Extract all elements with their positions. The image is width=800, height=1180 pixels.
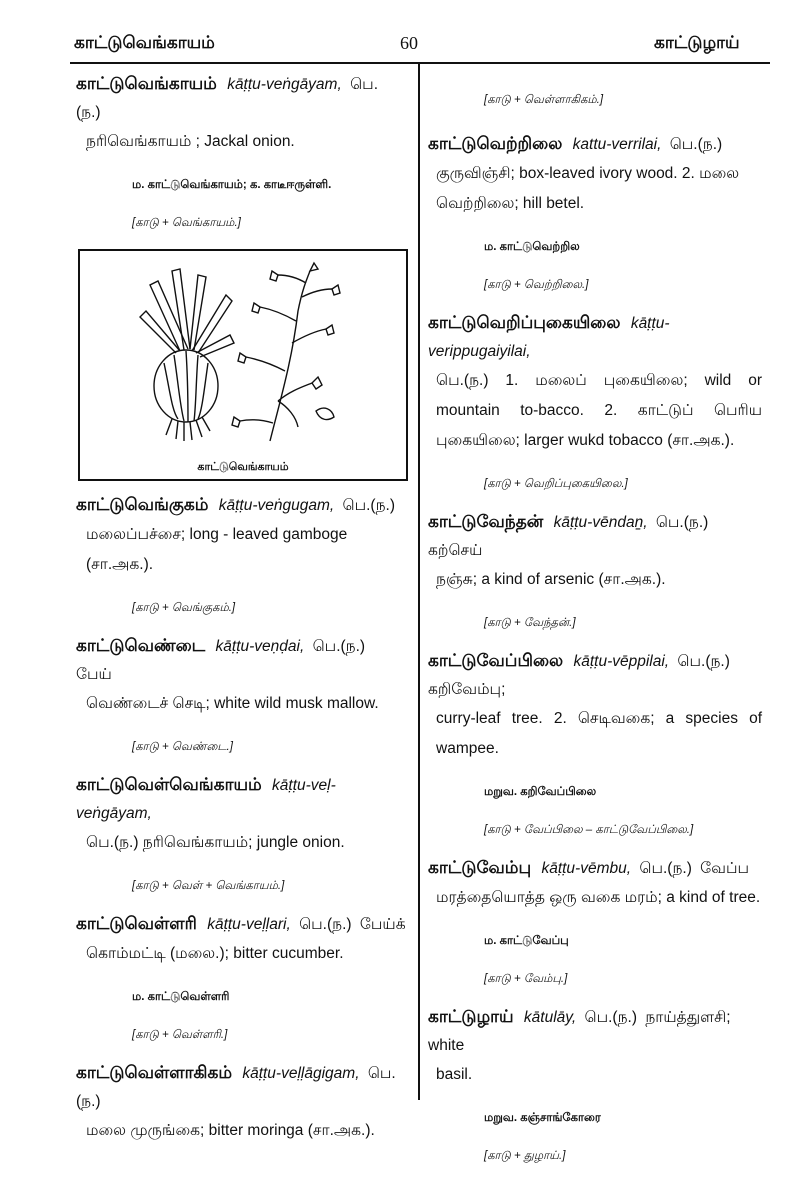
entry-transliteration: kāṭṭu-veṅgāyam, [227, 76, 342, 93]
header-right-word: காட்டுழாய் [654, 33, 740, 52]
entry-transliteration: kāṭṭu-veḷ-veṅgāyam, [76, 777, 336, 822]
page-number: 60 [400, 33, 418, 53]
entry-headword: காட்டுவெண்டை [76, 636, 206, 655]
header-rule [70, 62, 770, 64]
entry-kattu-vellagigam [76, 1059, 408, 1146]
entry-transliteration: kāṭṭu-vēppilai, [573, 653, 670, 670]
entry-transliteration: kattu-verrilai, [572, 136, 662, 153]
entry-transliteration: kāṭṭu-veṇḍai, [215, 638, 305, 655]
entry-definition: மரத்தையொத்த ஒரு வகை மரம்; a kind of tree. [436, 889, 761, 906]
entry-pos: பெ.(ந.) [677, 653, 730, 670]
entry-headword: காட்டுவெள்ளாகிகம் [76, 1063, 233, 1082]
entry-headword: காட்டுவெள்வெங்காயம் [76, 775, 262, 794]
entry-pos: பெ.(ந.) [584, 1009, 637, 1026]
entry-pos: பெ.(ந.) [669, 136, 723, 153]
entry-kattu-vengayam [76, 70, 408, 233]
entry-definition-start: நாய்த்துளசி; white [428, 1009, 731, 1054]
entry-etymology: [காடு + வெள் + வெங்காயம்.] [132, 880, 285, 892]
left-column [76, 70, 408, 1160]
entry-definition: curry-leaf tree. 2. செடிவகை; a species of wampee. [436, 710, 762, 757]
entry-headword: காட்டுவேந்தன் [428, 512, 544, 531]
entry-cognates: ம. காட்டுவெங்காயம்; க. காடீஈருள்ளி. [132, 179, 332, 191]
entry-definition: வெண்டைச் செடி; white wild musk mallow. [86, 695, 379, 712]
entry-headword: காட்டுவெள்ளரி [76, 914, 197, 933]
entry-definition-start: பேய்க் [359, 916, 406, 933]
wild-onion-illustration [80, 251, 406, 479]
entry-definition: பெ.(ந.) 1. மலைப் புகையிலை; wild or mountain to-bacco. 2. காட்டுப் பெரிய புகையிலை; larger wukd tobacco (சா.அக.). [436, 372, 762, 449]
entry-pos: பெ.(ந.) [639, 860, 692, 877]
entry-transliteration: kātulāy, [523, 1009, 577, 1026]
entry-definition: நரிவெங்காயம் ; Jackal onion. [86, 133, 295, 150]
entry-kattu-verrilai [428, 130, 762, 295]
entry-definition: basil. [436, 1066, 473, 1083]
entry-etymology: [காடு + வெங்காயம்.] [132, 217, 241, 229]
entry-pos: பெ.(ந.) [342, 497, 395, 514]
entry-kattu-vellari [76, 910, 408, 1045]
entry-etymology: [காடு + துழாய்.] [484, 1150, 566, 1162]
entry-etymology: [காடு + வேம்பு.] [484, 973, 568, 985]
entry-transliteration: kāṭṭu-verippugaiyilai, [428, 315, 670, 360]
entry-transliteration: kāṭṭu-veḷḷāgigam, [242, 1065, 360, 1082]
right-column [428, 70, 762, 1180]
entry-definition: குருவிஞ்சி; box-leaved ivory wood. 2. மலை வெற்றிலை; hill betel. [436, 165, 740, 212]
page-header [0, 0, 800, 62]
entry-kattu-vendai [76, 632, 408, 757]
entry-pos: பெ.(ந.) [312, 638, 366, 655]
entry-etymology: [காடு + வெற்றிலை.] [484, 279, 589, 291]
entry-etymology: [காடு + வேப்பிலை – காட்டுவேப்பிலை.] [484, 824, 694, 836]
entry-kattu-vendan [428, 508, 762, 633]
entry-definition: நஞ்சு; a kind of arsenic (சா.அக.). [436, 571, 666, 588]
entry-etymology-continued: [காடு + வெள்ளாகிகம்.] [484, 94, 604, 106]
entry-etymology: [காடு + வெண்டை.] [132, 741, 233, 753]
entry-definition-start: கற்செய் [428, 542, 483, 559]
entry-definition-start: வேப்ப [700, 860, 750, 877]
entry-synonym: மறுவ. கறிவேப்பிலை [484, 786, 597, 798]
entry-definition-start: கறிவேம்பு; [428, 681, 506, 698]
entry-pos: பெ. (ந.) [76, 76, 378, 121]
header-left-word: காட்டுவெங்காயம் [74, 33, 215, 52]
entry-headword: காட்டுவெங்குகம் [76, 495, 209, 514]
entry-headword: காட்டுழாய் [428, 1007, 514, 1026]
entry-transliteration: kāṭṭu-veḷḷari, [207, 916, 291, 933]
entry-kattu-vel-vengayam [76, 771, 408, 896]
entry-headword: காட்டுவெங்காயம் [76, 74, 217, 93]
entry-cognates: ம. காட்டுவெள்ளரி [132, 991, 230, 1003]
figure-caption: காட்டுவெங்காயம் [197, 461, 289, 473]
entry-headword: காட்டுவேம்பு [428, 858, 532, 877]
entry-kattu-vembu [428, 854, 762, 989]
column-divider [418, 64, 420, 1100]
entry-pos: பெ.(ந.) [76, 1065, 396, 1110]
entry-headword: காட்டுவேப்பிலை [428, 651, 564, 670]
entry-pos: பெ.(ந.) [655, 514, 709, 531]
entry-transliteration: kāṭṭu-veṅgugam, [218, 497, 335, 514]
entry-definition: மலை முருங்கை; bitter moringa (சா.அக.). [86, 1122, 375, 1139]
entry-headword: காட்டுவெற்றிலை [428, 134, 563, 153]
entry-transliteration: kāṭṭu-vēmbu, [541, 860, 632, 877]
entry-kattu-veppilai [428, 647, 762, 840]
entry-etymology: [காடு + வெங்குகம்.] [132, 602, 236, 614]
entry-etymology: [காடு + வெறிப்புகையிலை.] [484, 478, 628, 490]
entry-cognates: ம. காட்டுவேப்பு [484, 935, 569, 947]
entry-definition: பெ.(ந.) நரிவெங்காயம்; jungle onion. [86, 834, 345, 851]
entry-definition-start: பேய் [76, 666, 112, 683]
entry-transliteration: kāṭṭu-vēndaṉ, [553, 514, 648, 531]
entry-pos: பெ.(ந.) [299, 916, 352, 933]
entry-synonym: மறுவ. கஞ்சாங்கோரை [484, 1112, 601, 1124]
entry-headword: காட்டுவெறிப்புகையிலை [428, 313, 621, 332]
entry-cognates: ம. காட்டுவெற்றில [484, 241, 580, 253]
illustration-figure [78, 249, 408, 481]
entry-definition: கொம்மட்டி (மலை.); bitter cucumber. [86, 945, 344, 962]
entry-kattulay [428, 1003, 762, 1166]
entry-etymology: [காடு + வெள்ளரி.] [132, 1029, 228, 1041]
entry-kattu-vengugam [76, 491, 408, 618]
entry-kattu-verippugaiyilai [428, 309, 762, 494]
entry-etymology: [காடு + வேந்தன்.] [484, 617, 576, 629]
entry-definition: மலைப்பச்சை; long - leaved gamboge (சா.அக.). [86, 526, 348, 573]
